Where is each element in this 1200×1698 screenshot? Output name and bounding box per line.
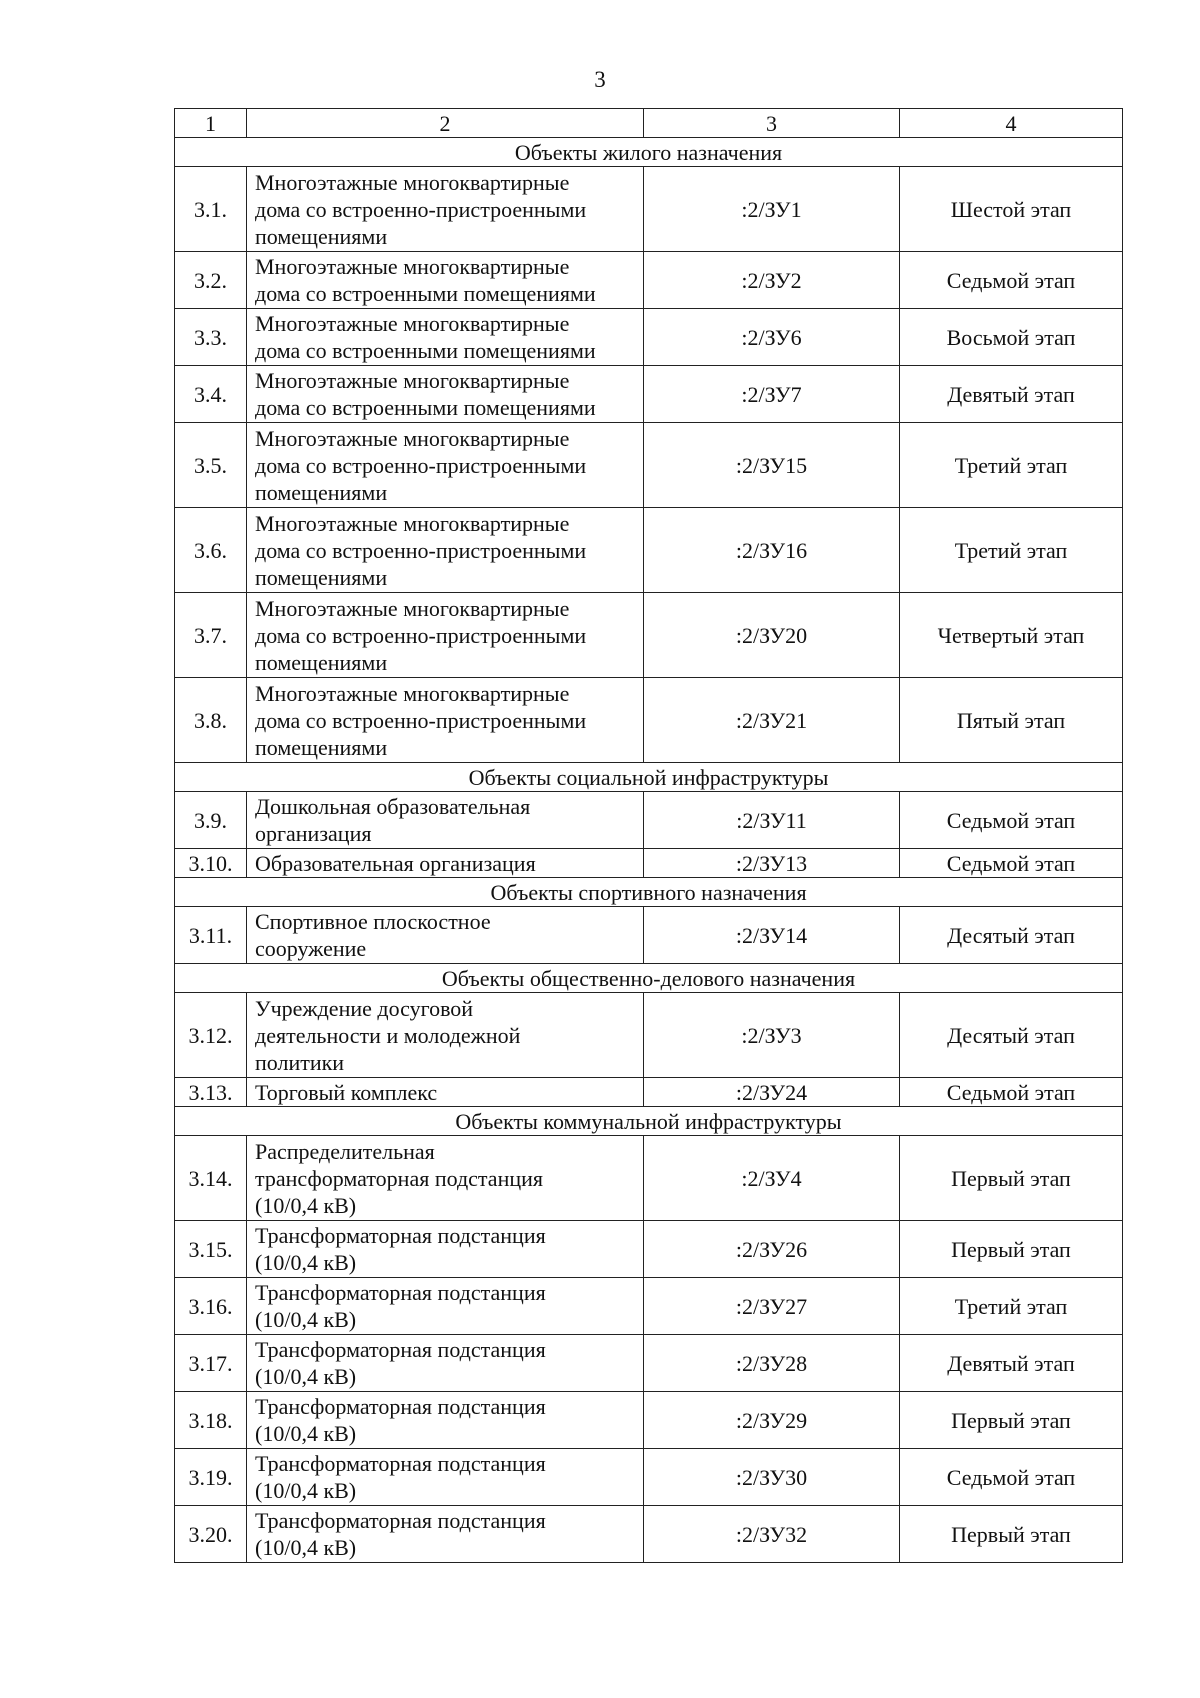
construction-stage: Первый этап [900,1136,1123,1221]
object-name-line: Трансформаторная подстанция [255,1508,546,1533]
construction-stage: Третий этап [900,508,1123,593]
object-name [247,907,644,964]
object-name-line: Многоэтажные многоквартирные [255,311,570,336]
object-name-line: Учреждение досуговой [255,995,474,1021]
object-name-line: (10/0,4 кВ) [255,1307,357,1332]
object-name [247,1335,644,1392]
table-row [175,849,1123,878]
object-name-line: помещениями [255,564,388,590]
object-name-line: (10/0,4 кВ) [255,1421,357,1446]
parcel-code: :2/ЗУ30 [644,1449,900,1506]
table-row [175,309,1123,366]
row-number: 3.10. [175,849,247,878]
section-title: Объекты спортивного назначения [175,878,1123,907]
object-name [247,1506,644,1563]
section-row [175,964,1123,993]
object-name-line: Многоэтажные многоквартирные [255,254,570,279]
parcel-code: :2/ЗУ3 [644,993,900,1078]
table-row [175,1078,1123,1107]
object-name [247,1392,644,1449]
table-row [175,366,1123,423]
section-title: Объекты жилого назначения [175,138,1123,167]
section-title: Объекты коммунальной инфраструктуры [175,1107,1123,1136]
table-row [175,678,1123,763]
object-name-line: дома со встроенно-пристроенными [255,452,587,478]
parcel-code: :2/ЗУ1 [644,167,900,252]
section-row [175,878,1123,907]
object-name-line: Трансформаторная подстанция [255,1223,546,1248]
section-row [175,138,1123,167]
row-number: 3.7. [175,593,247,678]
object-name-line: дома со встроенными помещениями [255,338,596,363]
row-number: 3.14. [175,1136,247,1221]
construction-stage: Седьмой этап [900,252,1123,309]
object-name [247,792,644,849]
object-name-line: (10/0,4 кВ) [255,1535,357,1560]
row-number: 3.9. [175,792,247,849]
object-name-line: Многоэтажные многоквартирные [255,680,570,706]
construction-stage: Третий этап [900,1278,1123,1335]
section-title: Объекты социальной инфраструктуры [175,763,1123,792]
table-body [175,109,1123,1563]
table-row [175,593,1123,678]
construction-stage: Десятый этап [900,907,1123,964]
object-name-line: (10/0,4 кВ) [255,1192,357,1218]
construction-stage: Четвертый этап [900,593,1123,678]
object-name-line: помещениями [255,479,388,505]
object-name [247,309,644,366]
construction-stage: Девятый этап [900,366,1123,423]
parcel-code: :2/ЗУ15 [644,423,900,508]
construction-stage: Седьмой этап [900,1078,1123,1107]
table-row [175,252,1123,309]
object-name [247,1449,644,1506]
object-name-line: (10/0,4 кВ) [255,1478,357,1503]
object-name-line: дома со встроенно-пристроенными [255,622,587,648]
construction-stage: Первый этап [900,1392,1123,1449]
row-number: 3.12. [175,993,247,1078]
row-number: 3.8. [175,678,247,763]
object-name-line: Многоэтажные многоквартирные [255,425,570,451]
construction-stage: Седьмой этап [900,849,1123,878]
row-number: 3.19. [175,1449,247,1506]
parcel-code: :2/ЗУ28 [644,1335,900,1392]
object-name-line: политики [255,1049,345,1075]
construction-stage: Первый этап [900,1506,1123,1563]
object-name [247,1278,644,1335]
table-row [175,423,1123,508]
section-row [175,763,1123,792]
parcel-code: :2/ЗУ4 [644,1136,900,1221]
parcel-code: :2/ЗУ2 [644,252,900,309]
object-name-line: организация [255,821,372,846]
object-name-line: помещениями [255,223,388,249]
table-row [175,993,1123,1078]
column-header-4: 4 [900,109,1123,138]
object-name [247,1136,644,1221]
object-name [247,1078,644,1107]
parcel-code: :2/ЗУ7 [644,366,900,423]
object-name-line: дома со встроенными помещениями [255,281,596,306]
row-number: 3.1. [175,167,247,252]
object-name [247,993,644,1078]
object-name-line: Торговый комплекс [255,1079,438,1105]
object-name-line: трансформаторная подстанция [255,1165,544,1191]
object-name-line: Распределительная [255,1138,435,1164]
column-header-3: 3 [644,109,900,138]
parcel-code: :2/ЗУ11 [644,792,900,849]
construction-stage: Девятый этап [900,1335,1123,1392]
row-number: 3.17. [175,1335,247,1392]
object-name [247,366,644,423]
object-name-line: Образовательная организация [255,850,536,876]
parcel-code: :2/ЗУ24 [644,1078,900,1107]
row-number: 3.3. [175,309,247,366]
table-row [175,1392,1123,1449]
object-name-line: дома со встроенно-пристроенными [255,707,587,733]
construction-stage: Шестой этап [900,167,1123,252]
object-name-line: сооружение [255,936,367,961]
object-name-line: (10/0,4 кВ) [255,1364,357,1389]
parcel-code: :2/ЗУ32 [644,1506,900,1563]
table-row [175,167,1123,252]
parcel-code: :2/ЗУ13 [644,849,900,878]
section-title: Объекты общественно-делового назначения [175,964,1123,993]
construction-stage: Первый этап [900,1221,1123,1278]
row-number: 3.18. [175,1392,247,1449]
table-row [175,1506,1123,1563]
row-number: 3.16. [175,1278,247,1335]
construction-stage: Седьмой этап [900,1449,1123,1506]
object-name-line: деятельности и молодежной [255,1022,521,1048]
table-row [175,1335,1123,1392]
object-name [247,849,644,878]
object-name-line: (10/0,4 кВ) [255,1250,357,1275]
object-name [247,1221,644,1278]
table-row [175,1136,1123,1221]
parcel-code: :2/ЗУ29 [644,1392,900,1449]
parcel-code: :2/ЗУ26 [644,1221,900,1278]
object-name-line: Трансформаторная подстанция [255,1337,546,1362]
parcel-code: :2/ЗУ6 [644,309,900,366]
table-row [175,1449,1123,1506]
object-name-line: дома со встроенными помещениями [255,395,596,420]
construction-stage: Третий этап [900,423,1123,508]
row-number: 3.6. [175,508,247,593]
object-name-line: Многоэтажные многоквартирные [255,510,570,536]
object-name [247,508,644,593]
construction-stage: Десятый этап [900,993,1123,1078]
parcel-code: :2/ЗУ21 [644,678,900,763]
object-name-line: дома со встроенно-пристроенными [255,196,587,222]
table-row [175,1278,1123,1335]
object-name-line: Трансформаторная подстанция [255,1280,546,1305]
object-name [247,678,644,763]
row-number: 3.20. [175,1506,247,1563]
row-number: 3.5. [175,423,247,508]
construction-stage: Седьмой этап [900,792,1123,849]
construction-stage: Восьмой этап [900,309,1123,366]
page-number: 3 [594,67,606,92]
object-name [247,593,644,678]
object-name-line: Дошкольная образовательная [255,794,531,819]
header-row [175,109,1123,138]
section-row [175,1107,1123,1136]
object-name-line: Многоэтажные многоквартирные [255,368,570,393]
object-name-line: дома со встроенно-пристроенными [255,537,587,563]
object-name [247,423,644,508]
parcel-code: :2/ЗУ16 [644,508,900,593]
column-header-1: 1 [175,109,247,138]
object-name-line: Трансформаторная подстанция [255,1451,546,1476]
row-number: 3.2. [175,252,247,309]
table-row [175,1221,1123,1278]
row-number: 3.11. [175,907,247,964]
table-row [175,508,1123,593]
row-number: 3.4. [175,366,247,423]
row-number: 3.15. [175,1221,247,1278]
object-name-line: помещениями [255,734,388,760]
objects-table [174,108,1123,1563]
parcel-code: :2/ЗУ20 [644,593,900,678]
column-header-2: 2 [247,109,644,138]
object-name-line: Многоэтажные многоквартирные [255,595,570,621]
construction-stage: Пятый этап [900,678,1123,763]
row-number: 3.13. [175,1078,247,1107]
object-name-line: Спортивное плоскостное [255,909,491,934]
object-name [247,167,644,252]
object-name [247,252,644,309]
table-row [175,907,1123,964]
parcel-code: :2/ЗУ27 [644,1278,900,1335]
object-name-line: Трансформаторная подстанция [255,1394,546,1419]
table-row [175,792,1123,849]
object-name-line: Многоэтажные многоквартирные [255,169,570,195]
object-name-line: помещениями [255,649,388,675]
parcel-code: :2/ЗУ14 [644,907,900,964]
